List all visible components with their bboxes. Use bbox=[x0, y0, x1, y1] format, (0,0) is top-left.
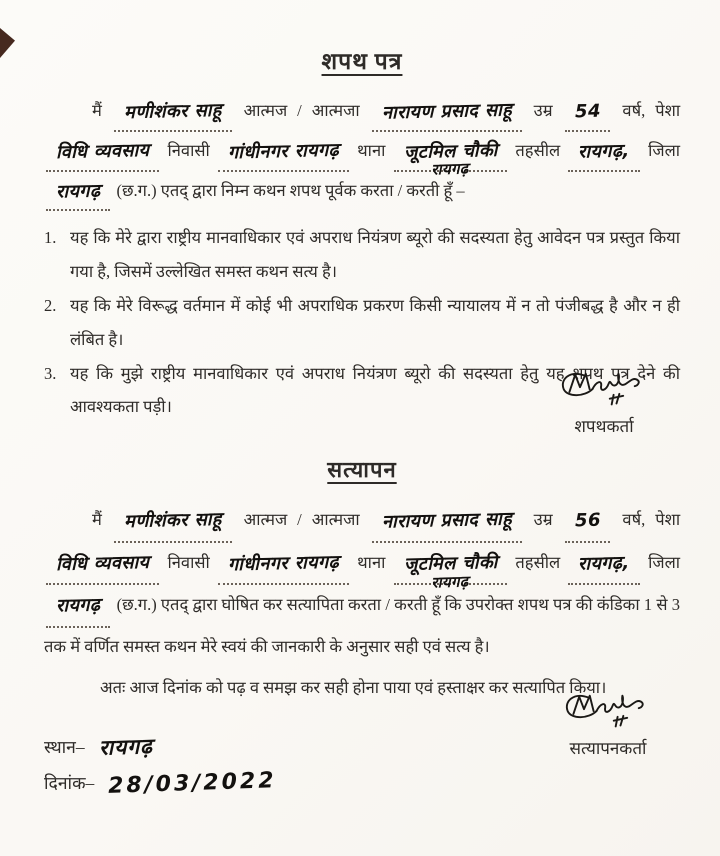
printed-text: मैं bbox=[92, 101, 102, 120]
point-number: 1. bbox=[44, 228, 57, 248]
printed-text: तहसील bbox=[515, 140, 561, 160]
place-label: स्थान– bbox=[44, 737, 85, 758]
printed-text: आत्मज / आत्मजा bbox=[243, 510, 360, 530]
handwritten-fill bbox=[565, 92, 611, 132]
point-number: 2. bbox=[44, 296, 57, 316]
handwritten-fill bbox=[394, 543, 508, 592]
printed-text: जिला bbox=[648, 140, 681, 160]
handwritten-text: मणीशंकर साहू bbox=[123, 99, 222, 124]
place-value-handwritten: रायगढ़ bbox=[98, 734, 153, 760]
handwritten-fill bbox=[568, 543, 640, 586]
printed-text: मैं bbox=[92, 510, 102, 530]
handwritten-text: नारायण प्रसाद साहू bbox=[381, 99, 512, 124]
point-text: यह कि मेरे विरूद्ध वर्तमान में कोई भी अपराधिक प्रकरण किसी न्यायालय में न तो पंजीबद्ध है और न ही लंबित है। bbox=[70, 296, 680, 349]
printed-text: उम्र bbox=[533, 101, 553, 120]
printed-text: वर्ष, पेशा bbox=[622, 101, 681, 120]
handwritten-text: 56 bbox=[574, 509, 601, 532]
printed-text: जिला bbox=[648, 552, 681, 572]
date-label: दिनांक– bbox=[44, 773, 95, 794]
printed-text: तहसील bbox=[515, 552, 561, 572]
printed-text: निवासी bbox=[167, 140, 210, 160]
handwritten-text: मणीशंकर साहू bbox=[123, 509, 222, 533]
handwritten-text: नारायण प्रसाद साहू bbox=[381, 508, 512, 533]
handwritten-fill bbox=[372, 92, 522, 132]
handwritten-fill bbox=[394, 132, 508, 179]
handwritten-text: रायगढ़ bbox=[55, 180, 101, 203]
scan-corner-fold-artifact bbox=[0, 28, 15, 58]
deponent-signature-label: शपथकर्ता bbox=[574, 417, 634, 436]
handwritten-text: रायगढ़ bbox=[55, 594, 101, 617]
verifier-signature-label: सत्यापनकर्ता bbox=[569, 739, 647, 758]
verification-title: सत्यापन bbox=[327, 457, 397, 483]
handwritten-fill bbox=[46, 172, 110, 212]
point-number: 3. bbox=[44, 363, 57, 383]
handwritten-fill bbox=[46, 585, 110, 628]
handwritten-fill bbox=[46, 543, 159, 586]
printed-text: थाना bbox=[357, 140, 386, 160]
printed-text: आत्मज / आत्मजा bbox=[243, 101, 360, 120]
handwritten-fill bbox=[568, 132, 640, 172]
affidavit-point-2 bbox=[44, 289, 680, 357]
verifier-signature-block bbox=[540, 688, 676, 759]
handwritten-fill bbox=[218, 132, 349, 172]
affidavit-point-1 bbox=[44, 221, 680, 289]
printed-text: थाना bbox=[357, 552, 386, 572]
handwritten-text: जूटमिल चौकी bbox=[403, 551, 498, 575]
handwritten-text-below: रायगढ़ bbox=[431, 572, 470, 592]
handwritten-fill bbox=[114, 500, 232, 543]
verification-closing-paragraph: अतः आज दिनांक को पढ़ व समझ कर सही होना पाया एवं हस्ताक्षर कर सत्यापित किया। bbox=[100, 677, 607, 697]
verification-intro-paragraph bbox=[44, 500, 680, 665]
handwritten-text: रायगढ़, bbox=[578, 552, 631, 575]
point-text: यह कि मेरे द्वारा राष्ट्रीय मानवाधिकार एवं अपराध नियंत्रण ब्यूरो की सदस्यता हेतु आवेदन पत्र प्रस्तुत किया गया है, जिसमें उल्लेखित समस्त कथन सत्य है। bbox=[70, 228, 680, 282]
handwritten-text: विधि व्यवसाय bbox=[55, 139, 150, 163]
handwritten-text: गांधीनगर रायगढ़ bbox=[227, 139, 340, 164]
deponent-signature-block bbox=[536, 366, 672, 437]
point-text: यह कि मुझे राष्ट्रीय मानवाधिकार एवं अपराध नियंत्रण ब्यूरो की सदस्यता हेतु यह शपथ पत्र देने की आवश्यकता पड़ी। bbox=[70, 363, 680, 417]
printed-text: निवासी bbox=[167, 552, 210, 572]
affidavit-intro-paragraph bbox=[44, 92, 680, 211]
printed-text: (छ.ग.) एतद् द्वारा निम्न कथन शपथ पूर्वक करता / करती हूँ – bbox=[116, 180, 465, 200]
handwritten-fill bbox=[218, 543, 349, 586]
handwritten-text: विधि व्यवसाय bbox=[55, 551, 150, 575]
handwritten-fill bbox=[565, 500, 611, 543]
date-row bbox=[44, 768, 680, 799]
signature-scribble-icon bbox=[556, 366, 652, 416]
handwritten-text: रायगढ़, bbox=[578, 140, 631, 163]
handwritten-text-below: रायगढ़ bbox=[431, 158, 470, 179]
printed-text: उम्र bbox=[533, 510, 553, 530]
date-value-handwritten: 28/03/2022 bbox=[107, 768, 278, 799]
handwritten-fill bbox=[114, 92, 232, 132]
handwritten-fill bbox=[372, 500, 522, 543]
signature-scribble-icon bbox=[560, 688, 656, 738]
affidavit-title: शपथ पत्र bbox=[321, 49, 403, 74]
handwritten-fill bbox=[46, 132, 159, 172]
handwritten-text: गांधीनगर रायगढ़ bbox=[227, 551, 340, 576]
handwritten-text: जूटमिल चौकी bbox=[403, 139, 498, 163]
handwritten-text: 54 bbox=[574, 100, 601, 123]
printed-text: वर्ष, पेशा bbox=[622, 510, 681, 530]
printed-text: (छ.ग.) एतद् द्वारा घोषित कर सत्यापिता करता / करती हूँ कि उपरोक्त शपथ पत्र की कंडिका 1 से 3 तक में वर्णित समस्त कथन मेरे स्वयं की जानकारी के अनुसार सही एवं सत्य है। bbox=[44, 595, 681, 656]
